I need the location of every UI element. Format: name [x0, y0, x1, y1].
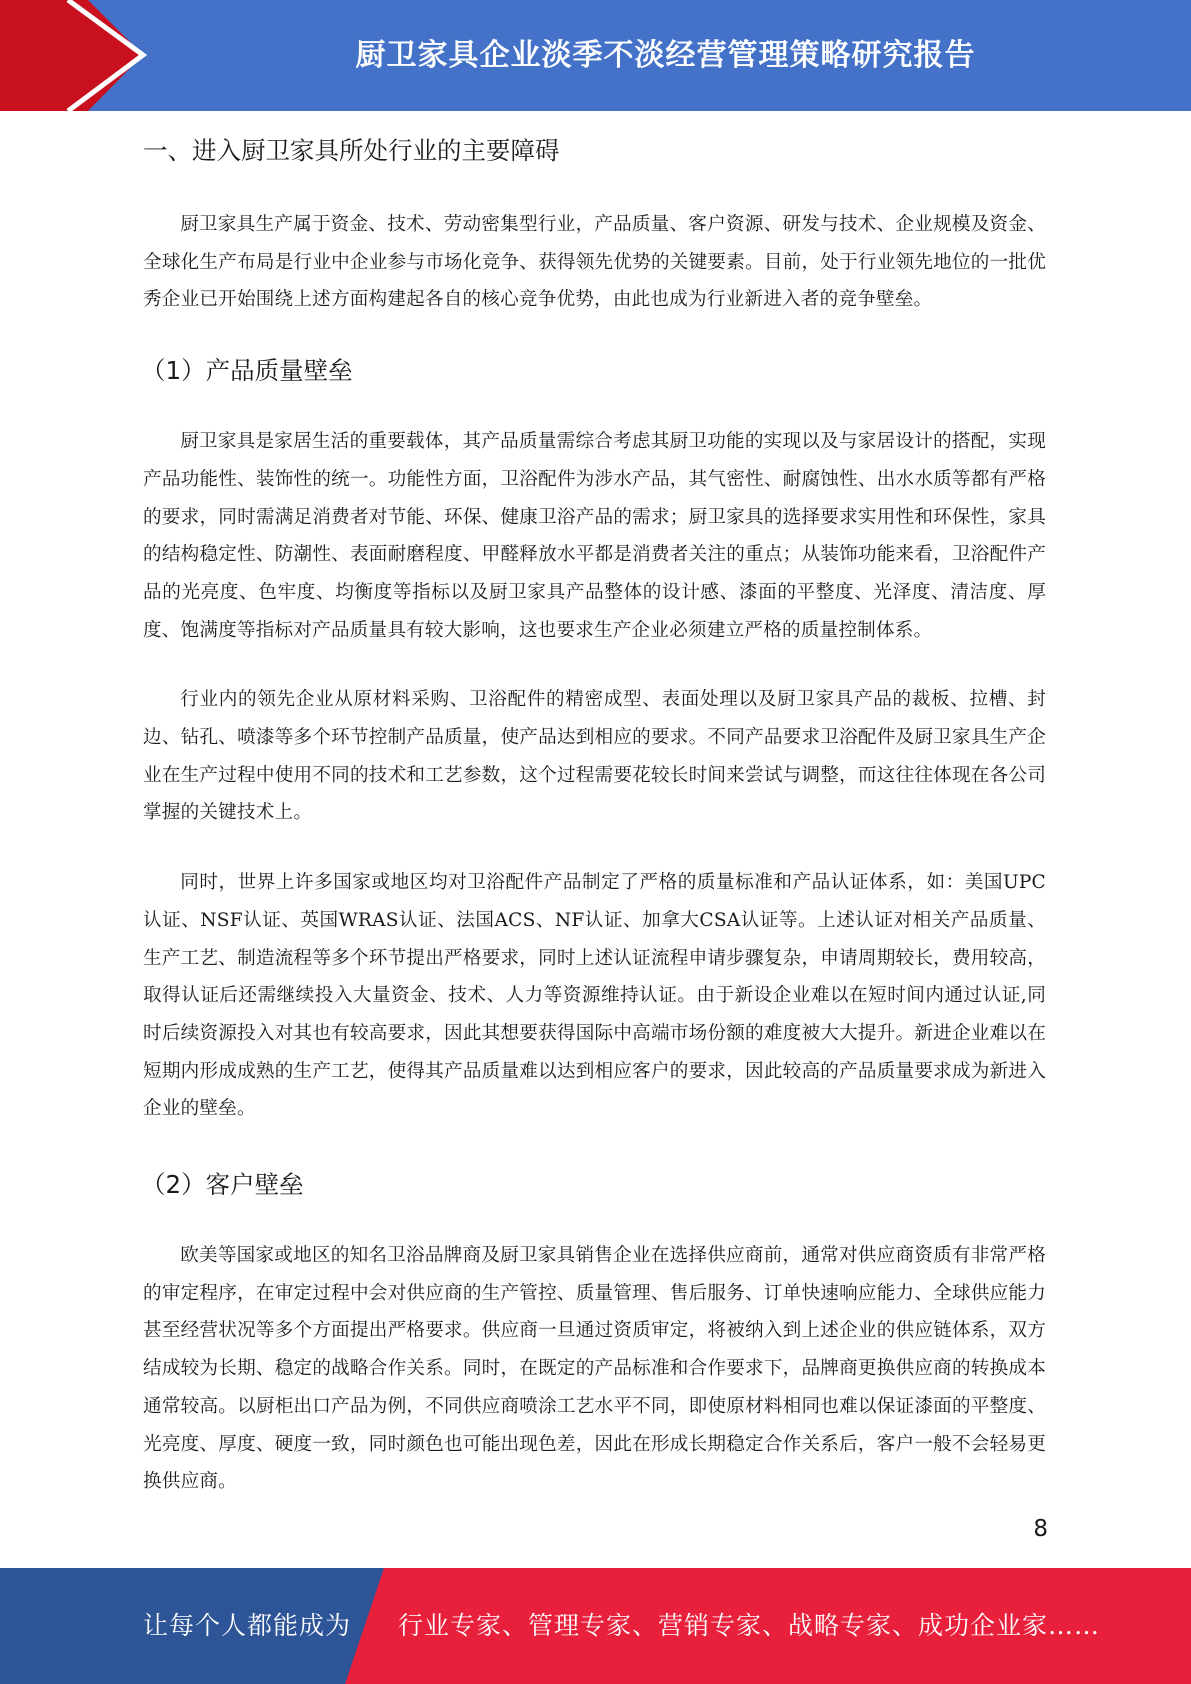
report-title: 厨卫家具企业淡季不淡经营管理策略研究报告: [355, 37, 976, 73]
subsection-title-customer: （2）客户壁垒: [141, 1170, 304, 1200]
subsection-title-quality: （1）产品质量壁垒: [141, 356, 353, 386]
main-content: [143, 128, 1046, 1501]
section-title: 一、进入厨卫家具所处行业的主要障碍: [143, 136, 560, 165]
customer-paragraph-1: 欧美等国家或地区的知名卫浴品牌商及厨卫家具销售企业在选择供应商前，通常对供应商资质有非常严格的审定程序，在审定过程中会对供应商的生产管控、质量管理、售后服务、订单快速响应能力、全球供应能力甚至经营状况等多个方面提出严格要求。供应商一旦通过资质审定，将被纳入到上述企业的供应链体系，双方结成较为长期、稳定的战略合作关系。同时，在既定的产品标准和合作要求下，品牌商更换供应商的转换成本通常较高。以厨柜出口产品为例，不同供应商喷涂工艺水平不同，即使原材料相同也难以保证漆面的平整度、光亮度、厚度、硬度一致，同时颜色也可能出现色差，因此在形成长期稳定合作关系后，客户一般不会轻易更换供应商。: [143, 1245, 1046, 1493]
arrow-red-fill: [0, 0, 143, 111]
header-arrow-icon: [0, 0, 150, 111]
footer-band: [0, 1568, 1191, 1684]
quality-paragraph-1: 厨卫家具是家居生活的重要载体，其产品质量需综合考虑其厨卫功能的实现以及与家居设计的搭配，实现产品功能性、装饰性的统一。功能性方面，卫浴配件为涉水产品，其气密性、耐腐蚀性、出水水质等都有严格的要求，同时需满足消费者对节能、环保、健康卫浴产品的需求；厨卫家具的选择要求实用性和环保性，家具的结构稳定性、防潮性、表面耐磨程度、甲醛释放水平都是消费者关注的重点；从装饰功能来看，卫浴配件产品的光亮度、色牢度、均衡度等指标以及厨卫家具产品整体的设计感、漆面的平整度、光泽度、清洁度、厚度、饱满度等指标对产品质量具有较大影响，这也要求生产企业必须建立严格的质量控制体系。: [143, 431, 1046, 641]
page-number: 8: [1033, 1516, 1048, 1542]
header-band: [0, 0, 1191, 111]
intro-paragraph: 厨卫家具生产属于资金、技术、劳动密集型行业，产品质量、客户资源、研发与技术、企业规模及资金、全球化生产布局是行业中企业参与市场化竞争、获得领先优势的关键要素。目前，处于行业领先地位的一批优秀企业已开始围绕上述方面构建起各自的核心竞争优势，由此也成为行业新进入者的竞争壁垒。: [143, 214, 1046, 311]
quality-paragraph-3: 同时，世界上许多国家或地区均对卫浴配件产品制定了严格的质量标准和产品认证体系，如：美国UPC认证、NSF认证、英国WRAS认证、法国ACS、NF认证、加拿大CSA认证等。上述认证对相关产品质量、生产工艺、制造流程等多个环节提出严格要求，同时上述认证流程申请步骤复杂，申请周期较长，费用较高，取得认证后还需继续投入大量资金、技术、人力等资源维持认证。由于新设企业难以在短时间内通过认证,同时后续资源投入对其也有较高要求，因此其想要获得国际中高端市场份额的难度被大大提升。新进企业难以在短期内形成成熟的生产工艺，使得其产品质量难以达到相应客户的要求，因此较高的产品质量要求成为新进入企业的壁垒。: [143, 872, 1046, 1120]
footer-slogan-left: 让每个人都能成为: [143, 1611, 352, 1640]
footer-slogan-right: 行业专家、管理专家、营销专家、战略专家、成功企业家……: [398, 1611, 1101, 1640]
quality-paragraph-2: 行业内的领先企业从原材料采购、卫浴配件的精密成型、表面处理以及厨卫家具产品的裁板、拉槽、封边、钻孔、喷漆等多个环节控制产品质量，使产品达到相应的要求。不同产品要求卫浴配件及厨卫家具生产企业在生产过程中使用不同的技术和工艺参数，这个过程需要花较长时间来尝试与调整，而这往往体现在各公司掌握的关键技术上。: [143, 689, 1046, 824]
